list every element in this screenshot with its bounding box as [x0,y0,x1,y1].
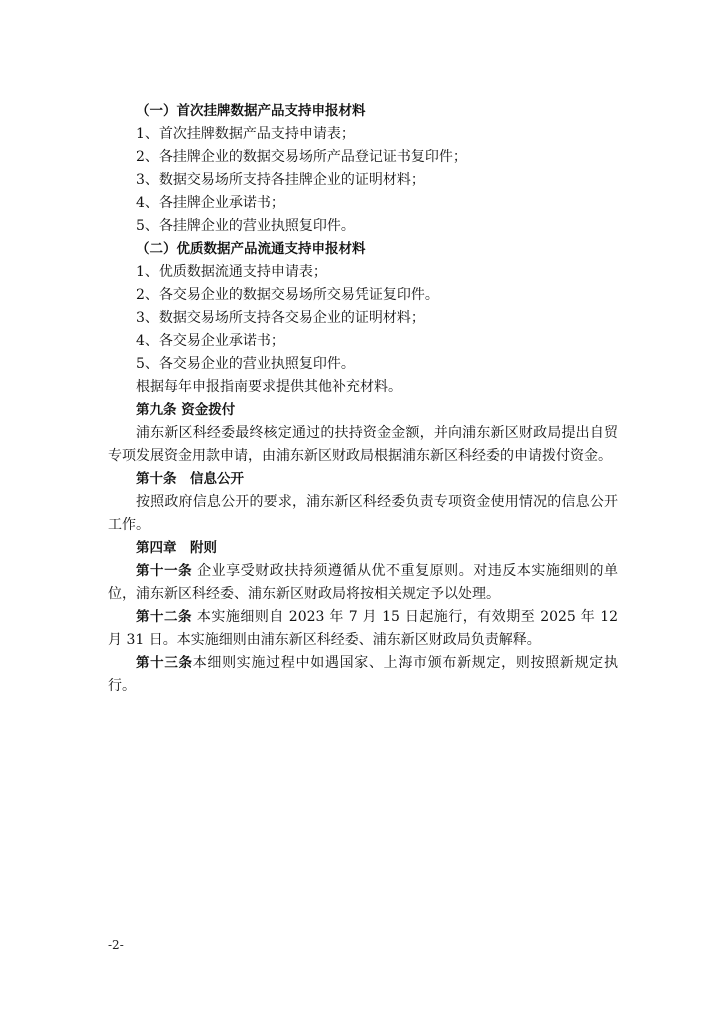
article9-title: 第九条 资金拨付 [136,402,236,418]
section1-item-5: 5、各挂牌企业的营业执照复印件。 [136,218,355,234]
section1-item-3: 3、数据交易场所支持各挂牌企业的证明材料； [136,172,425,188]
section1-item-4: 4、各挂牌企业承诺书； [136,195,285,211]
document-body [108,100,618,698]
section2-item-4: 4、各交易企业承诺书； [136,333,285,349]
article12-label: 第十二条 [136,609,192,625]
article12-body: 本实施细则自 2023 年 7 月 15 日起施行，有效期至 2025 年 12 月 31 日。本实施细则由浦东新区科经委、浦东新区财政局负责解释。 [108,609,619,648]
page-number: -2- [108,938,124,952]
section1-heading: （一）首次挂牌数据产品支持申报材料 [136,103,366,119]
article12-paragraph [108,606,618,652]
section2-note: 根据每年申报指南要求提供其他补充材料。 [136,379,402,395]
section2-item-3: 3、数据交易场所支持各交易企业的证明材料； [136,310,425,326]
section1-item-2: 2、各挂牌企业的数据交易场所产品登记证书复印件； [136,149,467,165]
article13-paragraph [108,652,618,698]
chapter4-title: 第四章 附则 [136,540,217,556]
article11-label: 第十一条 [136,563,193,579]
section2-item-5: 5、各交易企业的营业执照复印件。 [136,356,355,372]
article10-body: 按照政府信息公开的要求，浦东新区科经委负责专项资金使用情况的信息公开工作。 [108,494,618,533]
article13-label: 第十三条 [136,655,193,671]
section1-item-1: 1、首次挂牌数据产品支持申请表； [136,126,355,142]
section2-item-2: 2、各交易企业的数据交易场所交易凭证复印件。 [136,287,439,303]
article11-paragraph [108,560,618,606]
article13-body: 本细则实施过程中如遇国家、上海市颁布新规定，则按照新规定执行。 [108,655,618,694]
article11-body: 企业享受财政扶持须遵循从优不重复原则。对违反本实施细则的单位，浦东新区科经委、浦东新区财政局将按相关规定予以处理。 [108,563,619,602]
article10-title: 第十条 信息公开 [136,471,244,487]
section2-item-1: 1、优质数据流通支持申请表； [136,264,327,280]
section2-heading: （二）优质数据产品流通支持申报材料 [136,241,366,257]
article9-body: 浦东新区科经委最终核定通过的扶持资金金额，并向浦东新区财政局提出自贸专项发展资金用款申请，由浦东新区财政局根据浦东新区科经委的申请拨付资金。 [108,425,618,464]
